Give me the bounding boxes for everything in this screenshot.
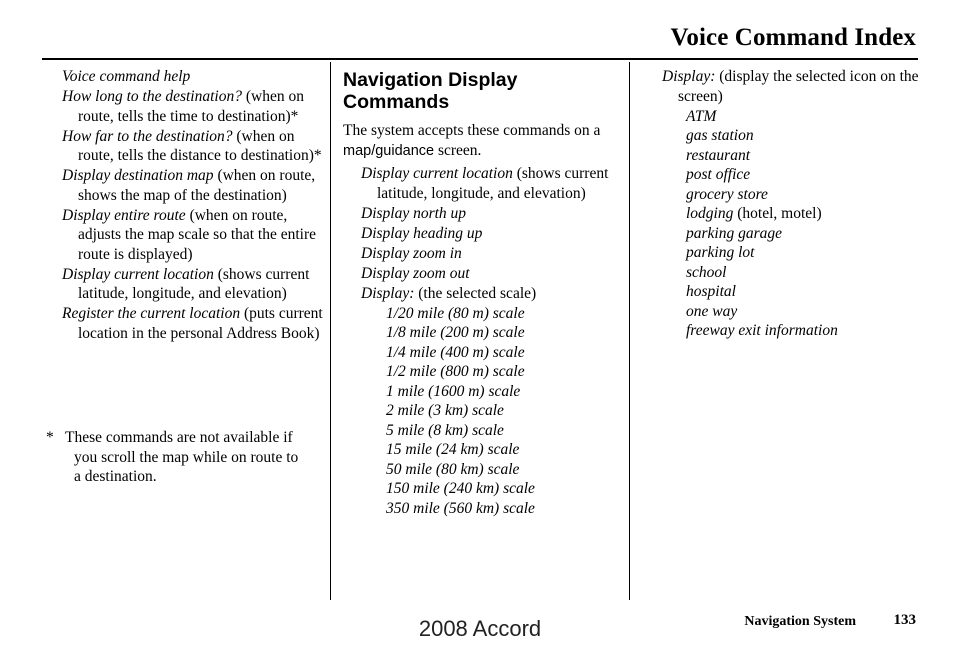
column-navigation-display: [343, 67, 623, 518]
column-display-icons: [662, 67, 920, 341]
command-entry: [361, 164, 623, 203]
command-text: Display zoom in: [361, 244, 462, 262]
footnote-text: a destination.: [74, 468, 157, 485]
scale-option: 15 mile (24 km) scale: [386, 441, 520, 458]
scale-option: 2 mile (3 km) scale: [386, 402, 504, 419]
command-entry: [361, 284, 623, 304]
command-entry: [662, 67, 920, 106]
command-entry: [62, 87, 324, 126]
icon-option: [686, 146, 920, 166]
icon-option-text: ATM: [686, 107, 717, 125]
command-entry: [62, 304, 324, 343]
scale-option: 1/4 mile (400 m) scale: [386, 343, 525, 361]
command-description: (puts current location in the personal Address Book): [78, 305, 323, 342]
icon-option: [686, 165, 920, 185]
command-text: Display current location: [361, 165, 513, 182]
command-text: Display:: [361, 284, 415, 302]
scale-option: 1/8 mile (200 m) scale: [386, 324, 525, 341]
icon-option-text: restaurant: [686, 146, 751, 164]
scale-option: 1/20 mile (80 m) scale: [386, 304, 525, 322]
command-description: (shows current latitude, longitude, and elevation): [78, 265, 310, 302]
page-number: 133: [893, 612, 916, 628]
scale-option: 1 mile (1600 m) scale: [386, 382, 521, 400]
command-entry: [361, 224, 623, 244]
icon-option-text: post office: [686, 166, 751, 183]
scale-option: 150 mile (240 km) scale: [386, 480, 535, 497]
icon-option: [686, 185, 920, 205]
command-text: Display entire route: [62, 206, 186, 224]
icon-option: [686, 321, 920, 341]
command-entry: [62, 127, 324, 166]
column-divider-right: [629, 62, 630, 600]
intro-suffix: screen.: [434, 141, 482, 159]
command-description: (when on route, tells the distance to destination)*: [78, 127, 322, 164]
column-divider-left: [330, 62, 331, 600]
command-entry: [62, 206, 324, 265]
command-text: Display destination map: [62, 167, 214, 184]
scale-option: 350 mile (560 km) scale: [386, 499, 535, 517]
section-heading-line: Commands: [343, 91, 450, 113]
command-text: How far to the destination?: [62, 127, 233, 145]
icon-option: [686, 302, 920, 322]
command-text: Display zoom out: [361, 264, 470, 282]
footer-section-label: Navigation System: [744, 614, 856, 629]
watermark: 2008 Accord: [418, 616, 542, 641]
footnote-text: These commands are not available if: [65, 429, 293, 446]
command-description: (when on route, tells the time to destination)*: [78, 88, 304, 125]
icon-option-text: lodging: [686, 205, 734, 222]
intro-text: The system accepts these commands on a: [343, 122, 601, 139]
command-text: Display north up: [361, 204, 467, 222]
footnote: [46, 428, 321, 487]
section-heading: [343, 69, 623, 113]
command-description: (display the selected icon on the screen): [678, 68, 919, 105]
page-title: Voice Command Index: [670, 24, 916, 51]
command-text: Voice command help: [62, 68, 191, 85]
command-entry: [62, 166, 324, 205]
scale-option: 50 mile (80 km) scale: [386, 460, 520, 478]
command-text: How long to the destination?: [62, 88, 242, 105]
scale-option: 5 mile (8 km) scale: [386, 421, 504, 439]
icon-option-text: hospital: [686, 283, 736, 300]
icon-option-text: grocery store: [686, 185, 768, 203]
command-entry: [62, 67, 324, 87]
icon-option: [686, 107, 920, 127]
section-intro: [343, 121, 623, 161]
icon-option: [686, 263, 920, 283]
command-entry: [62, 265, 324, 304]
icon-option: [686, 224, 920, 244]
command-entry: [361, 244, 623, 264]
command-entry: [361, 264, 623, 284]
footnote-text: you scroll the map while on route to: [74, 448, 299, 466]
command-description: (when on route, adjusts the map scale so that the entire route is displayed): [78, 206, 317, 263]
icon-option-text: one way: [686, 302, 738, 320]
command-entry: [361, 204, 623, 224]
section-heading-line: Navigation Display: [343, 69, 518, 91]
icon-option: [686, 204, 920, 224]
command-text: Register the current location: [62, 305, 241, 322]
column-general-commands: [62, 67, 324, 344]
footnote-mark: *: [46, 429, 54, 446]
icon-option-description: (hotel, motel): [733, 205, 822, 222]
icon-option-text: school: [686, 263, 727, 281]
header-rule: [42, 58, 918, 60]
command-description: (shows current latitude, longitude, and elevation): [377, 165, 609, 202]
icon-option: [686, 243, 920, 263]
icon-option-text: parking garage: [686, 224, 783, 242]
intro-screen-name: map/guidance: [343, 142, 435, 159]
icon-option-text: parking lot: [686, 244, 755, 261]
command-text: Display:: [662, 68, 716, 85]
icon-option-text: freeway exit information: [686, 322, 838, 339]
icon-option: [686, 126, 920, 146]
icon-option-text: gas station: [686, 127, 754, 144]
command-text: Display current location: [62, 265, 214, 283]
scale-option: 1/2 mile (800 m) scale: [386, 363, 525, 380]
command-description: (when on route, shows the map of the destination): [78, 167, 316, 204]
command-text: Display heading up: [361, 224, 483, 242]
icon-option: [686, 282, 920, 302]
command-description: (the selected scale): [414, 284, 537, 302]
